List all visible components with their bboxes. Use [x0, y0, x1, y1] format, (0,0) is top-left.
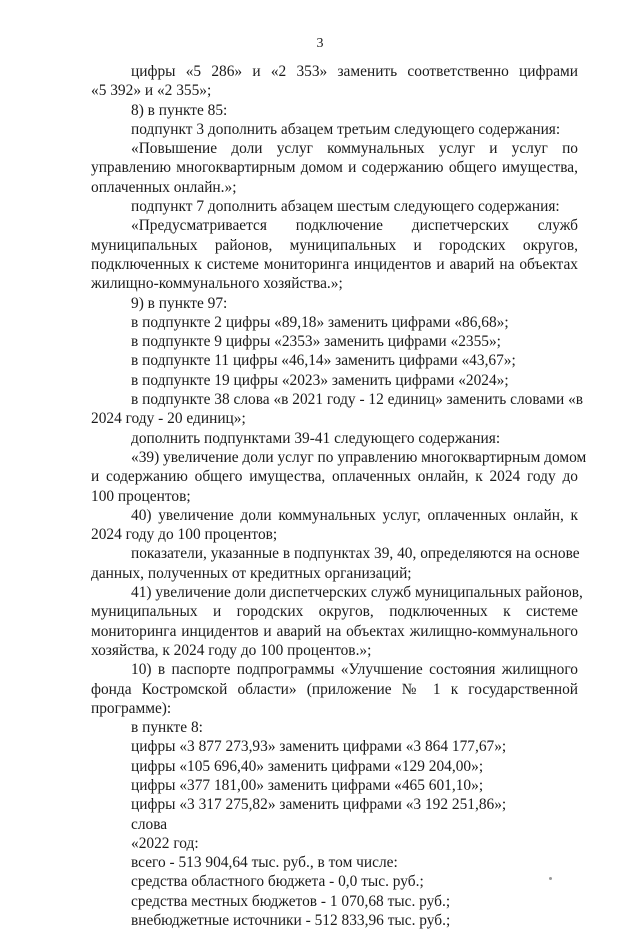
text-line: 9) в пункте 97: — [131, 294, 228, 312]
text-line: в пункте 8: — [131, 719, 203, 737]
page-number: 3 — [316, 36, 324, 51]
text-line: всего - 513 904,64 тыс. руб., в том числе: — [131, 854, 398, 872]
text-line: данных, полученных от кредитных организаций; — [91, 564, 412, 582]
text-line: муниципальных и городских округов, подключенных к системе — [91, 603, 578, 621]
text-line: средства местных бюджетов - 1 070,68 тыс. руб.; — [131, 892, 451, 910]
text-line: оплаченных онлайн.»; — [91, 178, 237, 196]
text-line: «39) увеличение доли услуг по управлению многоквартирным домом — [131, 448, 587, 466]
text-line: «2022 год: — [131, 834, 199, 852]
text-line: муниципальных районов, муниципальных и городских округов, — [91, 236, 578, 254]
text-line: внебюджетные источники - 512 833,96 тыс. руб.; — [131, 912, 451, 930]
text-line: «5 392» и «2 355»; — [91, 82, 212, 100]
text-line: программе): — [91, 699, 172, 717]
text-line: 2024 году - 20 единиц»; — [91, 410, 246, 428]
text-line: мониторинга инцидентов и аварий на объектах жилищно-коммунального — [91, 622, 578, 640]
text-line: подпункт 3 дополнить абзацем третьим следующего содержания: — [131, 120, 561, 138]
text-line: средства областного бюджета - 0,0 тыс. руб.; — [131, 873, 424, 891]
scan-speck — [549, 877, 552, 880]
text-line: «Предусматривается подключение диспетчерских служб — [131, 217, 578, 235]
text-line: в подпункте 19 цифры «2023» заменить цифрами «2024»; — [131, 371, 509, 389]
text-line: слова — [131, 815, 168, 833]
text-line: «Повышение доли услуг коммунальных услуг и услуг по — [131, 140, 578, 158]
text-line: 100 процентов; — [91, 487, 191, 505]
text-line: управлению многоквартирным домом и содержанию общего имущества, — [91, 159, 578, 177]
text-line: цифры «3 317 275,82» заменить цифрами «3 192 251,86»; — [131, 796, 507, 814]
text-line: и содержанию общего имущества, оплаченных онлайн, к 2024 году до — [91, 468, 578, 486]
text-line: 10) в паспорте подпрограммы «Улучшение состояния жилищного — [131, 661, 578, 679]
text-line: показатели, указанные в подпунктах 39, 40, определяются на основе — [131, 545, 580, 563]
text-line: в подпункте 11 цифры «46,14» заменить цифрами «43,67»; — [131, 352, 516, 370]
text-line: 40) увеличение доли коммунальных услуг, оплаченных онлайн, к — [131, 506, 578, 524]
text-line: хозяйства, к 2024 году до 100 процентов.»; — [91, 641, 372, 659]
text-line: 41) увеличение доли диспетчерских служб муниципальных районов, — [131, 584, 583, 602]
text-line: в подпункте 38 слова «в 2021 году - 12 единиц» заменить словами «в — [131, 391, 584, 409]
text-line: в подпункте 9 цифры «2353» заменить цифрами «2355»; — [131, 333, 501, 351]
text-line: фонда Костромской области» (приложение № 1 к государственной — [91, 680, 578, 698]
text-line: подключенных к системе мониторинга инцидентов и аварий на объектах — [91, 255, 578, 273]
text-line: жилищно-коммунального хозяйства.»; — [91, 275, 343, 293]
text-line: 2024 году до 100 процентов; — [91, 526, 278, 544]
text-line: цифры «377 181,00» заменить цифрами «465 601,10»; — [131, 776, 484, 794]
text-line: в подпункте 2 цифры «89,18» заменить цифрами «86,68»; — [131, 313, 509, 331]
text-line: цифры «5 286» и «2 353» заменить соответственно цифрами — [131, 63, 578, 80]
text-line: цифры «105 696,40» заменить цифрами «129 204,00»; — [131, 757, 484, 775]
text-line: дополнить подпунктами 39-41 следующего содержания: — [131, 429, 501, 447]
text-line: подпункт 7 дополнить абзацем шестым следующего содержания: — [131, 198, 560, 216]
document-body — [91, 62, 587, 930]
text-line: цифры «3 877 273,93» заменить цифрами «3 864 177,67»; — [131, 738, 507, 756]
text-line: 8) в пункте 85: — [131, 101, 228, 119]
